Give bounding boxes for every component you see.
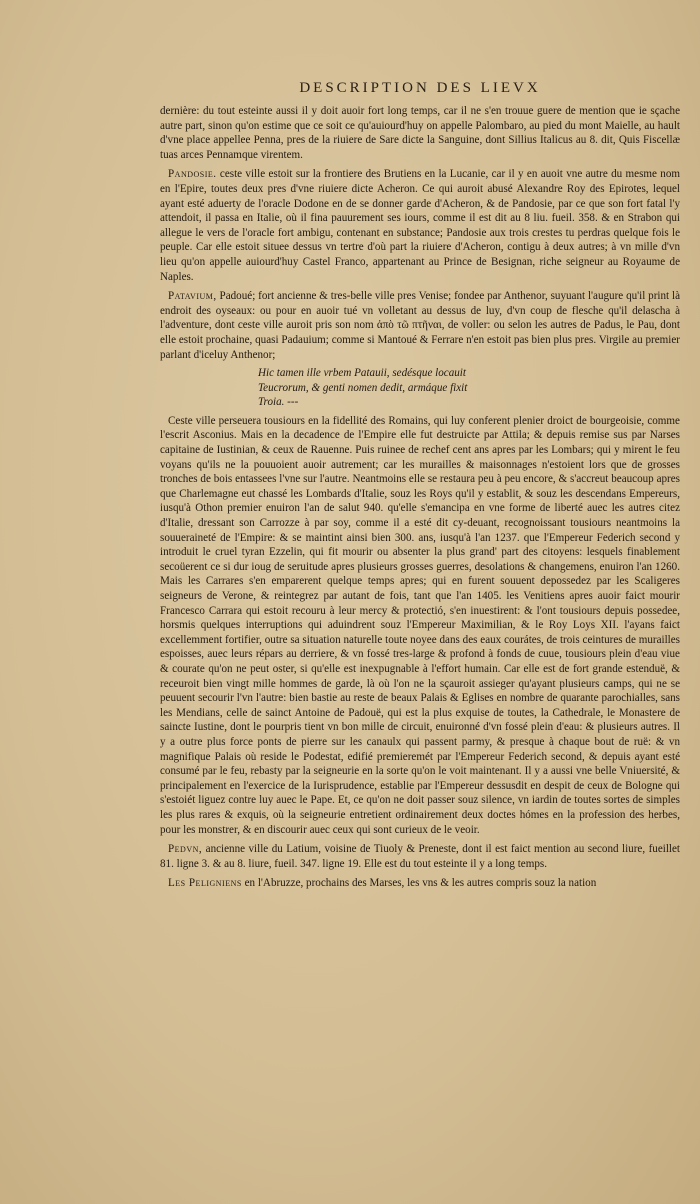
- verse-line: Teucrorum, & genti nomen dedit, armáque fixit: [258, 381, 468, 394]
- entry-heading-pedun: Pedvn,: [168, 843, 203, 856]
- entry-heading-peligniens: Les Peligniens: [168, 877, 242, 890]
- page-body: [160, 104, 680, 891]
- verse-quotation: [258, 366, 680, 410]
- entry-patauium: [160, 289, 680, 362]
- paragraph-palombaro: dernière: du tout esteinte aussi il y doit auoir fort long temps, car il ne s'en trouue guere de mention que ie sçache autre part, sinon qu'on estime que ce soit ce qu'auiourd'huy on appelle Palombaro, au pied du mont Maielle, au hault d'vne place appellee Penna, pres de la riuiere de Sare dicte la Sanguine, dont Sillius Italicus au 8. dit, Quis Fiscellæ tuas arces Pennamque virentem.: [160, 105, 680, 161]
- entry-text-pedun: ancienne ville du Latium, voisine de Tiuoly & Preneste, dont il est faict mention au second liure, fueillet 81. ligne 3. & au 8. liure, fueil. 347. ligne 19. Elle est du tout esteinte il y a long temps.: [160, 843, 680, 870]
- paragraph-padoue-history: Ceste ville perseuera tousiours en la fidellité des Romains, qui luy conferent plenier droict de bourgeoisie, comme l'escrit Asconius. Mais en la decadence de l'Empire elle fut destruicte par Attila; & depuis remise sus par Narses capitaine de Iustinian, & ceux de Rauenne. Puis ruinee de rechef cent ans apres par les Lombars; qui y mirent le feu voyans qu'ils ne la pouuoient auoir autrement; car les murailles & maisonnages n'estoient lors que de grosses tronches de bois entassees l'vne sur l'autre. Neantmoins elle se restaura peu à peu encore, & s'accreut beaucoup apres que Charlemagne eut chassé les Lombards d'Italie, souz les Roys qu'il y establit, & souz les descendans Empereurs, iusqu'à Othon premier enuiron l'an de salut 940. qu'elle s'emancipa en vne forme de liberté auec les autres citez d'Italie, dressant son Carrozze à par soy, comme il a esté dit cy-deuant, recognoissant tousiours neantmoins la souueraineté de l'Empire: & se maintint ainsi bien 300. ans, iusqu'à l'an 1237. que l'Empereur Federich second y introduit le cruel tyran Ezzelin, qui fit mourir ou absenter la plus grand' part des citoyens: lesquels finablement secoüerent ce si dur ioug de seruitude apres plusieurs grosses guerres, desolations & changemens, enuiron l'an 1260. Mais les Carrares s'en emparerent quelque temps apres; qui en furent souuent depossedez par les Scaligeres seigneurs de Verone, & reintegrez par autant de fois, tant que l'an 1405. les Venitiens apres auoir faict mourir Francesco Carrara qui estoit recouru à leur mercy & protectió, s'en inuestirent: & l'ont tousiours depuis possedee, horsmis quelques interruptions qui aduindrent souz l'Empereur Maximilian, & le Roy Loys XII. l'ayans faict excellemment fortifier, outre sa situation naturelle toute noyee dans des eaux courátes, de trois ceintures de murailles espoisses, auec leurs répars au derriere, & vn fossé tres-large & profond à fonds de cuue, tousiours plein d'eau viue & courate qu'on ne peut oster, si qu'elle est inexpugnable à l'effort humain. Car elle est de fort grande estenduë, & receuroit bien vingt mille hommes de garde, là où l'on ne la sçauroit assieger qu'ayant plusieurs camps, qui ne se peuuent secourir l'vn l'autre: bien bastie au reste de beaux Palais & Eglises en nombre de quarante parochialles, sans les Mendians, celle de sainct Antoine de Padouë, qui est la plus exquise de toutes, la Cathedrale, le Monastere de saincte Iustine, dont le pourpris tient vn bon mille de circuit, enuironné d'vn fossé plein d'eau: & plusieurs autres. Il y a outre plus force ponts de pierre sur les canaulx qui passent parmy, & presque à chaque bout de ruë: & vn magnifique Palais où reside le Podestat, edifié premieremét par l'Empereur Federich second, & depuis ayant esté consumé par le feu, rebasty par la seigneurie en la sorte qu'on le voit maintenant. Il y a aussi vne belle Vniuersité, & principalement en l'exercice de la Iurisprudence, establie par l'Empereur dessusdit en despit de ceux de Bologne qui s'estoiét liguez contre luy auec le Pape. Et, ce qu'on ne doit passer souz silence, vn iardin de toutes sortes de simples les plus rares & exquis, où la seigneurie entretient ordinairement deux doctes hómes en la profession des herbes, pour les monstrer, & en discourir auec ceux qui sont curieux de le veoir.: [160, 414, 680, 836]
- entry-heading-pandosie: Pandosie.: [168, 168, 217, 181]
- running-head: DESCRIPTION DES LIEVX: [299, 80, 541, 96]
- entry-text-pandosie: ceste ville estoit sur la frontiere des Brutiens en la Lucanie, car il y en auoit vne autre du mesme nom en l'Epire, toutes deux pres d'vne riuiere dicte Acheron. Ce qui auroit abusé Alexandre Roy des Epirotes, lequel ayant esté aduerty de l'oracle Dodone en de se donner garde d'Acheron, & de Pandosie, par ce que son fort fatal l'y attendoit, il passa en Italie, où il fina pauurement ses iours, comme il est dit au 8 liu. fueil. 358. & en Strabon qui allegue le vers de l'oracle fort ambigu, contenant en substance; Pandosie aux trois crestes tu perdras quelque fois le peuple. Car elle estoit situee dessus vn tertre d'où part la riuiere d'Acheron, contigu à deux autres; à vn mille d'vn lieu qu'on appelle auiourd'huy Castel Franco, appartenant au Prince de Besignan, riche seigneur au Royaume de Naples.: [160, 168, 680, 283]
- verse-line: Troia. ---: [258, 396, 299, 409]
- entry-peligniens: [160, 876, 680, 891]
- entry-heading-patauium: Patavium,: [168, 290, 217, 303]
- entry-text-peligniens: en l'Abruzze, prochains des Marses, les vns & les autres compris souz la nation: [244, 877, 597, 890]
- entry-pedun: [160, 842, 680, 871]
- entry-pandosie: [160, 167, 680, 284]
- verse-line: Hic tamen ille vrbem Patauii, sedésque locauit: [258, 367, 466, 380]
- entry-text-patauium: Padoué; fort ancienne & tres-belle ville pres Venise; fondee par Anthenor, suyuant l'augure qu'il print là endroit des oyseaux: ou pour en auoir tué vn volletant au dessus de luy, d'vn coup de flesche qu'il delascha à l'adventure, dont ceste ville auroit pris son nom ἀπὸ τῶ πτῆναι, de voller: ou selon les autres de Padus, le Pau, dont elle estoit prochaine, quasi Padauium; comme si Mantoué & Ferrare n'en estoit pas bien plus pres. Virgile au premier parlant d'iceluy Anthenor;: [160, 290, 680, 361]
